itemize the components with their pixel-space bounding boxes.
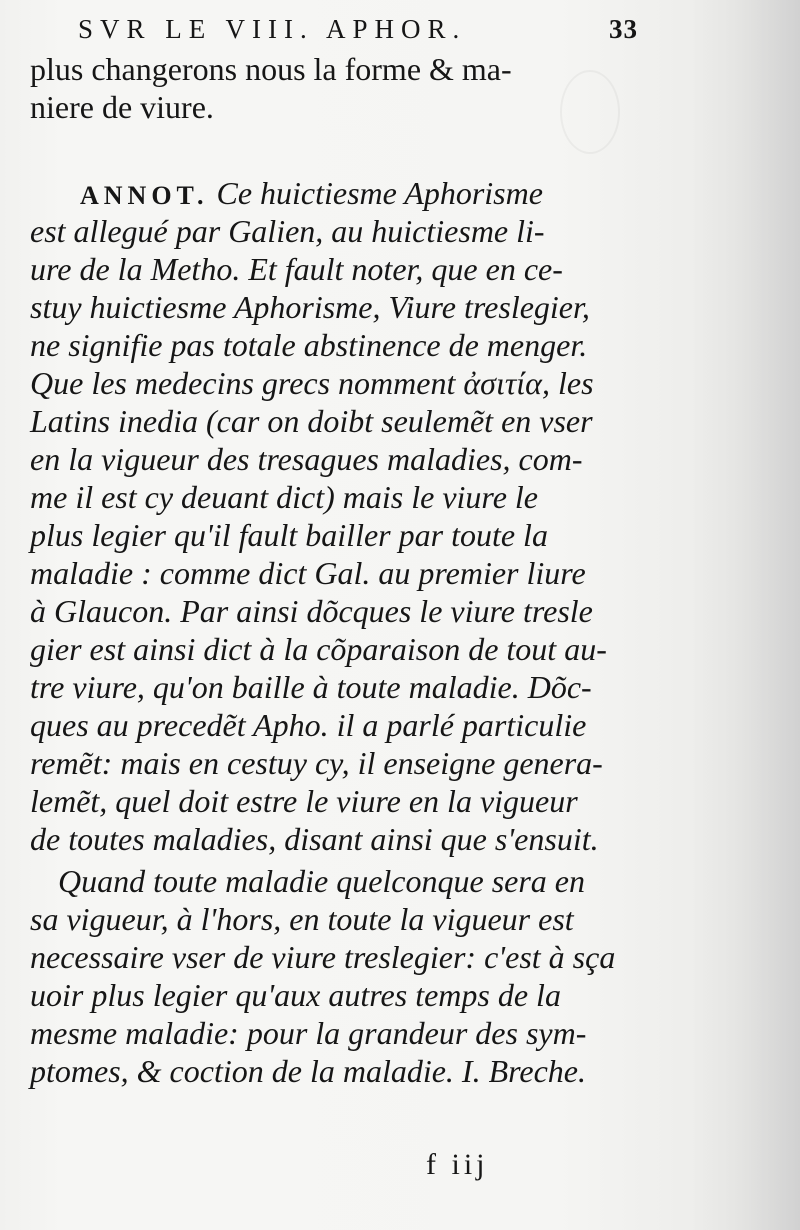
text-line: maladie : comme dict Gal. au premier liure (30, 555, 586, 591)
text-line: en la vigueur des tresagues maladies, com- (30, 441, 583, 477)
text-line: plus changerons nous la forme & ma- (30, 51, 512, 87)
text-line: mesme maladie: pour la grandeur des sym- (30, 1015, 587, 1051)
text-line: sa vigueur, à l'hors, en toute la vigueur est (30, 901, 574, 937)
text-line: stuy huictiesme Aphorisme, Viure treslegier, (30, 289, 590, 325)
text-line: est allegué par Galien, au huictiesme li- (30, 213, 545, 249)
text-line: Latins inedia (car on doibt seulemẽt en vser (30, 403, 593, 439)
text-line: Que les medecins grecs nomment ἀσιτία, les (30, 365, 594, 401)
text-line: ques au precedẽt Apho. il a parlé particulie (30, 707, 587, 743)
text-line: remẽt: mais en cestuy cy, il enseigne genera- (30, 745, 603, 781)
annotation-lead: ANNOT. (80, 181, 209, 210)
annotation-first-line: ANNOT. Ce huictiesme Aphorisme (80, 175, 543, 211)
text-line: necessaire vser de viure treslegier: c'est à sça (30, 939, 616, 975)
text-line: gier est ainsi dict à la cõparaison de tout au- (30, 631, 607, 667)
text-line: me il est cy deuant dict) mais le viure le (30, 479, 538, 515)
signature-mark: f iij (426, 1148, 489, 1181)
running-head: SVR LE VIII. APHOR. (78, 14, 467, 44)
text-line: lemẽt, quel doit estre le viure en la vigueur (30, 783, 578, 819)
text-line: plus legier qu'il fault bailler par toute la (30, 517, 548, 553)
page-number: 33 (609, 14, 638, 44)
running-header (78, 14, 638, 54)
text-line: tre viure, qu'on baille à toute maladie. Dõc- (30, 669, 592, 705)
text-line: uoir plus legier qu'aux autres temps de la (30, 977, 561, 1013)
text-line: à Glaucon. Par ainsi dõcques le viure tresle (30, 593, 593, 629)
text-line: ptomes, & coction de la maladie. I. Breche. (30, 1053, 586, 1089)
text-line: ne signifie pas totale abstinence de menger. (30, 327, 588, 363)
text-line: ure de la Metho. Et fault noter, que en ce- (30, 251, 563, 287)
page-gutter-shadow (690, 0, 800, 1230)
text-line: niere de viure. (30, 89, 214, 125)
aphorism-first-line: Quand toute maladie quelconque sera en (58, 863, 585, 899)
text-line: de toutes maladies, disant ainsi que s'ensuit. (30, 821, 599, 857)
